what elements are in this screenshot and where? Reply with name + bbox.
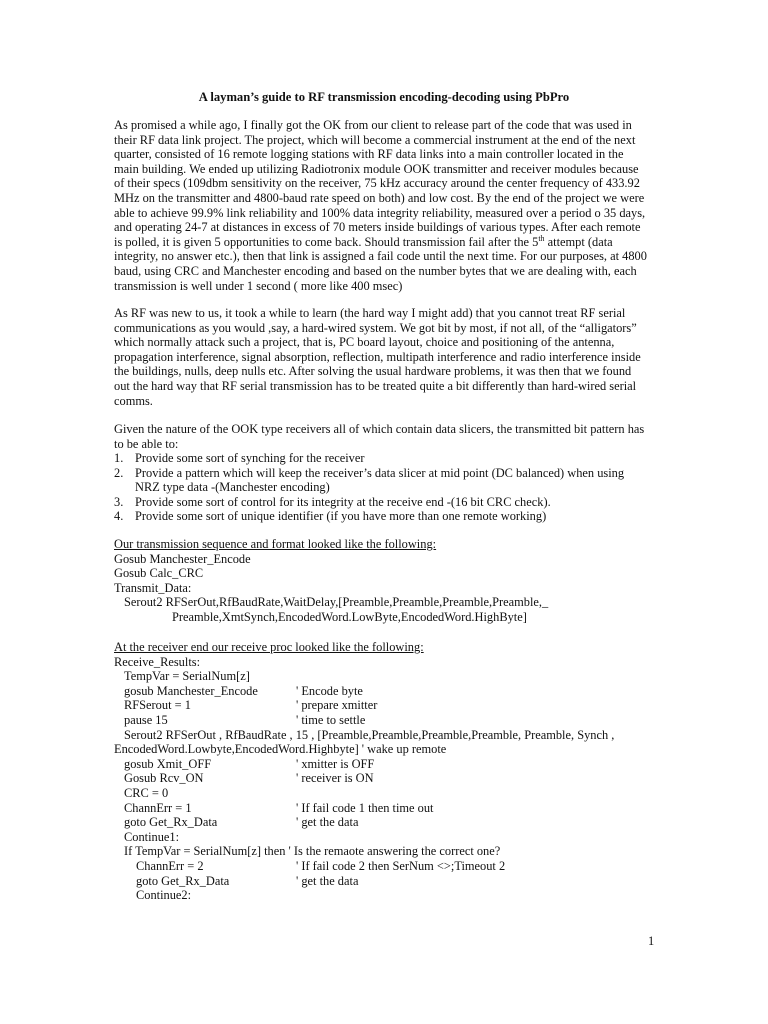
list-item-text: NRZ type data -(Manchester encoding) bbox=[135, 480, 330, 495]
code-comment: ' xmitter is OFF bbox=[296, 756, 375, 771]
requirements-list bbox=[114, 451, 674, 524]
text-line: baud, using CRC and Manchester encoding and based on the number bytes that we are dealing with, each bbox=[114, 263, 637, 278]
receive-section bbox=[114, 640, 674, 903]
text-line: out the hard way that RF serial transmission has to be treated quite a bit differently than hard-wired serial bbox=[114, 378, 637, 393]
list-number: 4. bbox=[114, 509, 124, 524]
text-line: able to achieve 99.9% link reliability and 100% data integrity reliability, measured over a period o 35 days, bbox=[114, 205, 646, 220]
transmit-section bbox=[114, 537, 674, 625]
list-item-text: Provide a pattern which will keep the receiver’s data slicer at mid point (DC balanced) when using bbox=[135, 465, 625, 480]
code-line: Transmit_Data: bbox=[114, 580, 192, 595]
text-line: of their specs (109dbm sensitivity on the receiver, 75 kHz accuracy around the center frequency of 433.92 bbox=[114, 176, 640, 191]
text-line: MHz on the transmitter and 4800-baud rate speed on both) and low cost. By the end of the project we were bbox=[114, 190, 645, 205]
text-fragment: attempt (data bbox=[544, 234, 613, 249]
text-line: As promised a while ago, I finally got the OK from our client to release part of the code that was used in bbox=[114, 118, 632, 132]
code-line: Gosub Calc_CRC bbox=[114, 566, 204, 581]
code-text: gosub Xmit_OFF bbox=[124, 756, 212, 771]
code-text: Continue1: bbox=[124, 829, 180, 844]
code-line bbox=[114, 830, 674, 845]
code-line bbox=[114, 771, 674, 786]
code-text: ChannErr = 1 bbox=[124, 800, 192, 815]
code-line bbox=[114, 888, 674, 903]
code-line bbox=[114, 786, 674, 801]
code-line: Serout2 RFSerOut , RfBaudRate , 15 , [Preamble,Preamble,Preamble,Preamble, Preamble, Synch , bbox=[124, 727, 615, 742]
code-comment: ' get the data bbox=[296, 815, 359, 830]
requirements-intro-paragraph bbox=[114, 422, 662, 451]
text-line: As RF was new to us, it took a while to learn (the hard way I might add) that you cannot treat RF serial bbox=[114, 306, 626, 320]
code-text: goto Get_Rx_Data bbox=[124, 815, 218, 830]
code-comment: ' Encode byte bbox=[296, 683, 363, 698]
code-comment: ' time to settle bbox=[296, 712, 366, 727]
code-comment: ' get the data bbox=[296, 873, 359, 888]
code-line bbox=[114, 698, 674, 713]
code-text: Gosub Rcv_ON bbox=[124, 771, 204, 786]
text-fragment: is polled, it is given 5 opportunities to come back. Should transmission fail after the 5 bbox=[114, 234, 539, 249]
list-item-text: Provide some sort of unique identifier (if you have more than one remote working) bbox=[135, 509, 547, 524]
code-line bbox=[114, 859, 674, 874]
code-text: pause 15 bbox=[124, 712, 168, 727]
section-heading: At the receiver end our receive proc looked like the following: bbox=[114, 640, 424, 654]
superscript: th bbox=[538, 233, 545, 243]
code-label: Receive_Results: bbox=[114, 654, 201, 669]
text-line: comms. bbox=[114, 393, 153, 408]
code-line bbox=[114, 815, 674, 830]
list-number: 2. bbox=[114, 465, 124, 480]
code-text: gosub Manchester_Encode bbox=[124, 683, 258, 698]
intro-paragraph bbox=[114, 118, 662, 293]
code-line: Gosub Manchester_Encode bbox=[114, 551, 251, 566]
code-text: TempVar = SerialNum[z] bbox=[124, 669, 250, 684]
text-line bbox=[114, 235, 662, 250]
list-number: 1. bbox=[114, 451, 124, 465]
code-line: If TempVar = SerialNum[z] then ' Is the remaote answering the correct one? bbox=[124, 844, 501, 859]
text-line: communications as you would ,say, a hard-wired system. We got bit by most, if not all, of the “alligators” bbox=[114, 320, 637, 335]
code-line: EncodedWord.Lowbyte,EncodedWord.Highbyte] ' wake up remote bbox=[114, 742, 447, 757]
list-item-text: Provide some sort of synching for the receiver bbox=[135, 451, 365, 465]
list-item bbox=[114, 451, 674, 466]
code-line bbox=[114, 684, 674, 699]
text-line: their RF data link project. The project, which will become a commercial instrument at the end of the next bbox=[114, 132, 636, 147]
code-comment: ' receiver is ON bbox=[296, 771, 374, 786]
list-item bbox=[114, 509, 674, 524]
list-item bbox=[114, 495, 674, 510]
text-line: main building. We ended up utilizing Radiotronix module OOK transmitter and receiver modules because bbox=[114, 161, 639, 176]
text-line: propagation interference, signal absorption, reflection, multipath interference and radio interference inside bbox=[114, 349, 641, 364]
list-item bbox=[114, 466, 674, 495]
text-line: quarter, consisted of 16 remote logging stations with RF data links into a main controller located in the bbox=[114, 147, 624, 162]
code-text: CRC = 0 bbox=[124, 785, 169, 800]
code-line bbox=[114, 801, 674, 816]
code-text: goto Get_Rx_Data bbox=[136, 873, 230, 888]
code-line bbox=[114, 713, 674, 728]
code-text: Continue2: bbox=[136, 888, 192, 903]
code-comment: ' prepare xmitter bbox=[296, 698, 378, 713]
text-line: to be able to: bbox=[114, 436, 179, 451]
section-heading: Our transmission sequence and format looked like the following: bbox=[114, 537, 437, 551]
code-line bbox=[114, 874, 674, 889]
code-comment: ' If fail code 2 then SerNum <>;Timeout 2 bbox=[296, 858, 506, 873]
code-text: RFSerout = 1 bbox=[124, 698, 191, 713]
code-line: Preamble,XmtSynch,EncodedWord.LowByte,EncodedWord.HighByte] bbox=[172, 609, 527, 624]
list-item-text: Provide some sort of control for its integrity at the receive end -(16 bit CRC check). bbox=[135, 494, 551, 509]
text-line: which normally attack such a project, that is, PC board layout, choice and positioning of the antenna, bbox=[114, 335, 615, 350]
code-line bbox=[114, 757, 674, 772]
text-line: integrity, no answer etc.), then that link is assigned a fail code until the next time. For our purposes, at 4800 bbox=[114, 249, 647, 264]
page-number: 1 bbox=[648, 934, 655, 948]
rf-experience-paragraph bbox=[114, 306, 662, 408]
code-comment: ' If fail code 1 then time out bbox=[296, 800, 434, 815]
document-title: A layman’s guide to RF transmission encoding-decoding using PbPro bbox=[198, 90, 570, 104]
text-line: transmission is well under 1 second ( more like 400 msec) bbox=[114, 278, 403, 293]
list-number: 3. bbox=[114, 494, 124, 509]
text-line: and operating 24-7 at distances in excess of 70 meters inside buildings of various types. After each remote bbox=[114, 220, 641, 235]
text-line: the buildings, nulls, deep nulls etc. After solving the usual hardware problems, it was then that we found bbox=[114, 364, 632, 379]
code-text: ChannErr = 2 bbox=[136, 858, 204, 873]
code-line: Serout2 RFSerOut,RfBaudRate,WaitDelay,[Preamble,Preamble,Preamble,Preamble,_ bbox=[124, 595, 549, 610]
code-line bbox=[114, 669, 674, 684]
text-line: Given the nature of the OOK type receivers all of which contain data slicers, the transmitted bit pattern has bbox=[114, 422, 645, 436]
